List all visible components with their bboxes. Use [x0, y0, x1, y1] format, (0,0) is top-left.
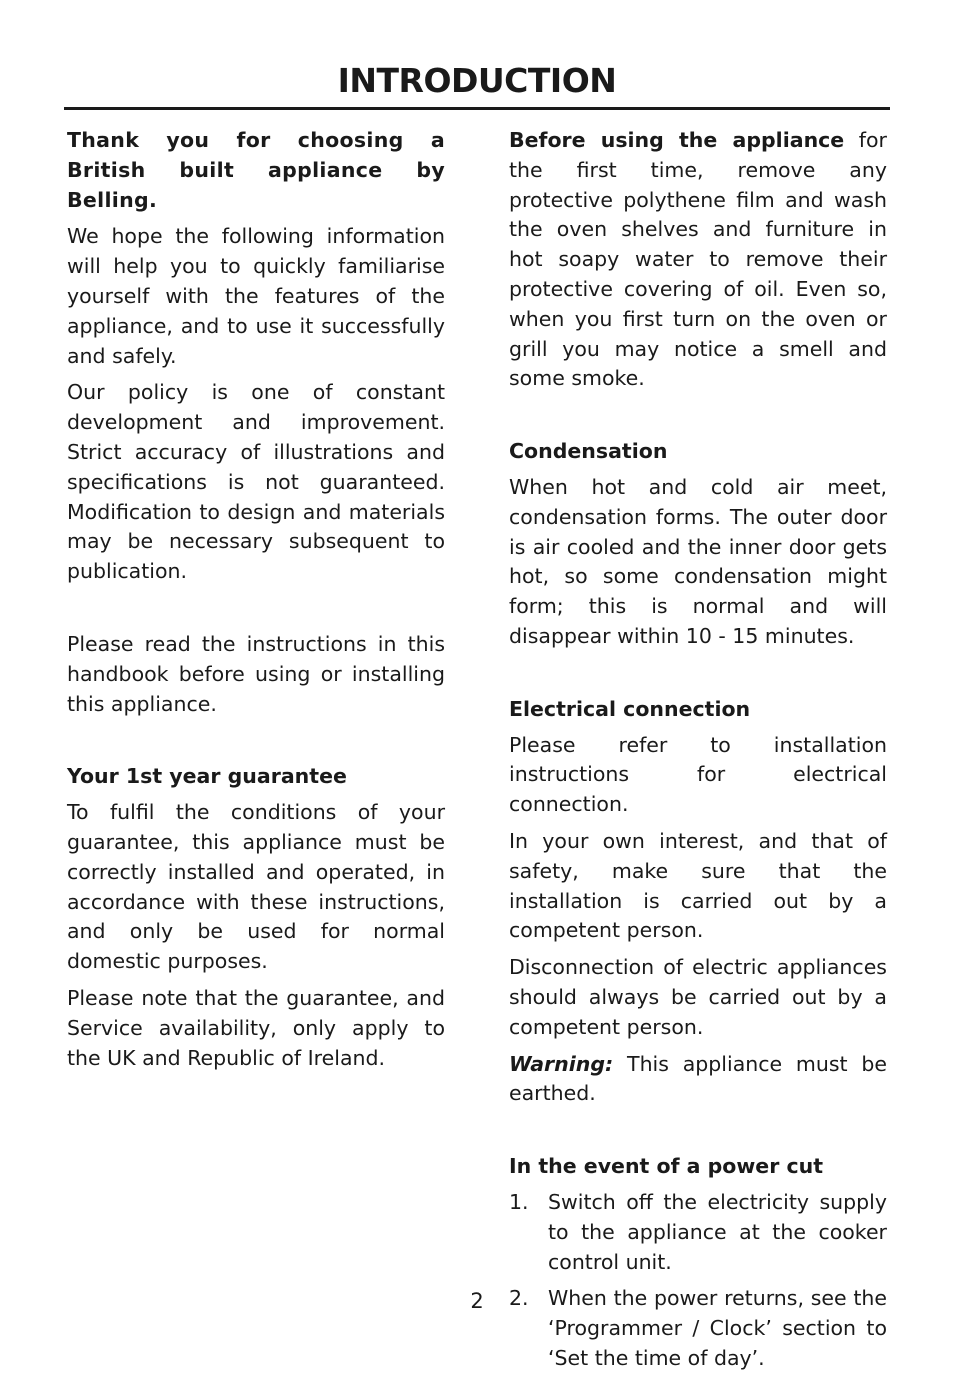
before-use-lead: Before using the appliance — [509, 128, 845, 152]
spacer — [67, 726, 445, 762]
spacer — [509, 659, 887, 695]
power-cut-steps — [509, 1188, 887, 1374]
spacer — [67, 594, 445, 630]
list-item — [509, 1188, 887, 1277]
electrical-paragraph-1: Please refer to installation instructions for electrical connection. — [509, 732, 887, 817]
left-column — [67, 126, 445, 1080]
guarantee-heading: Your 1st year guarantee — [67, 764, 347, 789]
electrical-paragraph-3: Disconnection of electric appliances should always be carried out by a competent person. — [509, 955, 887, 1039]
electrical-heading: Electrical connection — [509, 696, 751, 721]
condensation-heading: Condensation — [509, 439, 668, 464]
intro-paragraph: We hope the following information will help you to quickly familiarise yourself with the features of the appliance, and to use it successfully and safely. — [67, 224, 445, 368]
step-number: 1. — [509, 1189, 529, 1214]
policy-paragraph: Our policy is one of constant development and improvement. Strict accuracy of illustrations and specifications is not guaranteed. Modification to design and materials may be necessary subsequent to publication. — [67, 380, 445, 584]
warning-label: Warning: — [509, 1051, 614, 1076]
step-text: Switch off the electricity supply to the appliance at the cooker control unit. — [548, 1189, 887, 1274]
step-number: 2. — [509, 1286, 529, 1311]
warning-paragraph — [509, 1050, 887, 1110]
spacer — [509, 1116, 887, 1152]
right-column — [509, 126, 887, 1381]
page-title: INTRODUCTION — [337, 61, 617, 100]
step-text: When the power returns, see the ‘Programmer / Clock’ section to ‘Set the time of day’. — [548, 1286, 887, 1370]
power-cut-heading: In the event of a power cut — [509, 1154, 823, 1179]
intro-heading: Thank you for choosing a British built appliance by Belling. — [67, 128, 445, 212]
title-divider — [64, 107, 890, 110]
page-number: 2 — [470, 1289, 484, 1313]
condensation-paragraph: When hot and cold air meet, condensation forms. The outer door is air cooled and the inner door gets hot, so some condensation might form; this is normal and will disappear within 10 - 15 minutes. — [509, 474, 887, 648]
read-instructions-paragraph: Please read the instructions in this handbook before using or installing this appliance. — [67, 631, 445, 716]
guarantee-paragraph: To fulfil the conditions of your guarantee, this appliance must be correctly installed and operated, in accordance with these instructions, and only be used for normal domestic purposes. — [67, 800, 445, 974]
before-use-text: for the first time, remove any protective polythene film and wash the oven shelves and furniture in hot soapy water to remove their protective covering of oil. Even so, when you first turn on the oven or grill you may notice a smell and some smoke. — [509, 128, 887, 391]
warning-text: This appliance must be earthed. — [509, 1051, 887, 1106]
electrical-paragraph-2: In your own interest, and that of safety, make sure that the installation is carried out by a competent person. — [509, 828, 887, 943]
before-use-paragraph — [509, 126, 887, 394]
guarantee-scope-paragraph: Please note that the guarantee, and Service availability, only apply to the UK and Republic of Ireland. — [67, 985, 445, 1070]
spacer — [509, 401, 887, 437]
